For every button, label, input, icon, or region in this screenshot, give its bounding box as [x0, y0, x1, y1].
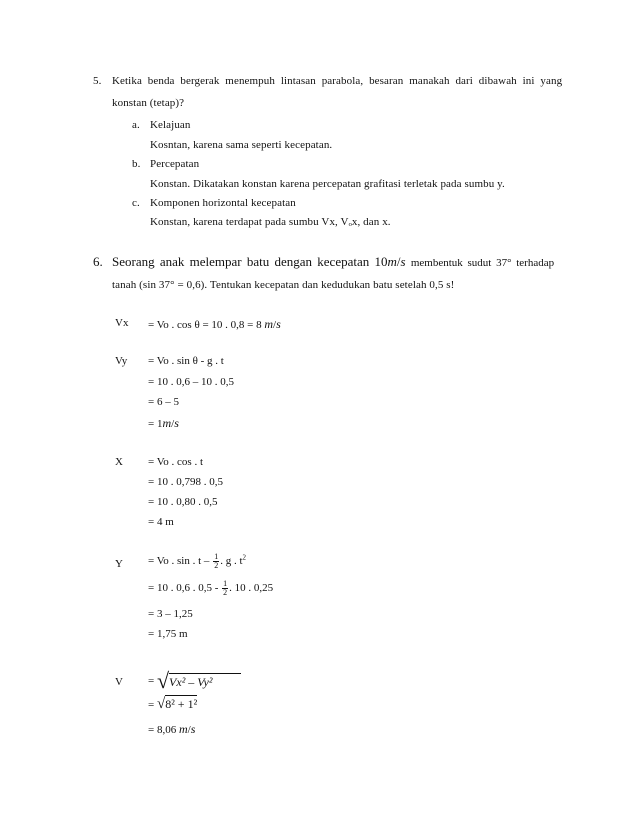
q5-option-b-title: Percepatan [150, 158, 200, 170]
v-line-1 [148, 668, 241, 694]
half-fraction-2 [222, 580, 228, 597]
x-line-4: = 4 m [148, 516, 174, 528]
q5-option-c-answer: Konstan, karena terdapat pada sumbu Vx, Vₒx, dan x. [150, 216, 391, 228]
fraction-numerator-2: 1 [223, 579, 228, 588]
v-label: V [115, 676, 123, 688]
v-line-3: = 8,06 m/s [148, 722, 196, 736]
v-line-1-eq: = [148, 675, 155, 687]
q6-unit-s: s [400, 254, 406, 269]
q5-option-c-letter: c. [132, 197, 140, 209]
q5-option-b-letter: b. [132, 158, 141, 170]
y-line-1-pre: = Vo . sin . t – [148, 555, 210, 568]
q5-option-a-letter: a. [132, 119, 140, 131]
q5-question-line2: konstan (tetap)? [112, 97, 185, 109]
y-label: Y [115, 558, 123, 570]
y-line-3: = 3 – 1,25 [148, 608, 193, 620]
vy-line-2: = 10 . 0,6 – 10 . 0,5 [148, 376, 234, 388]
v-line-2-eq: = [148, 699, 155, 711]
y-line-1 [148, 553, 246, 570]
q5-number: 5. [93, 75, 102, 87]
q6-number: 6. [93, 254, 103, 269]
x-line-2: = 10 . 0,798 . 0,5 [148, 476, 223, 488]
y-line-2 [148, 580, 273, 597]
squared-exponent: 2 [242, 553, 246, 562]
x-line-3: = 10 . 0,80 . 0,5 [148, 496, 218, 508]
x-label: X [115, 456, 123, 468]
vx-expression: = Vo . cos θ = 10 . 0,8 = 8 [148, 319, 262, 331]
vy-line-4: = 1m/s [148, 416, 179, 430]
vy-line-1: = Vo . sin θ - g . t [148, 355, 224, 367]
v-line-2-expr: 8² + 1² [165, 697, 198, 711]
fraction-denominator: 2 [214, 561, 219, 570]
x-line-1: = Vo . cos . t [148, 456, 203, 468]
q6-unit-m: m [387, 254, 397, 269]
q5-option-a-title: Kelajuan [150, 119, 191, 131]
q5-option-a-answer: Kosntan, karena sama seperti kecepatan. [150, 139, 333, 151]
vx-line: = Vo . cos θ = 10 . 0,8 = 8 m/s [148, 317, 281, 331]
q6-line1-post: membentuk sudut 37° terhadap [410, 257, 555, 269]
q5-option-c-title: Komponen horizontal kecepatan [150, 197, 296, 209]
v-result: = 8,06 [148, 724, 177, 736]
v-unit-m: m [178, 722, 188, 736]
q6-line1-pre: Seorang anak melempar batu dengan kecepatan 10 [112, 254, 388, 269]
vy-line-3: = 6 – 5 [148, 396, 179, 408]
q5-question-line1: Ketika benda bergerak menempuh lintasan parabola, besaran manakah dari dibawah ini yang [112, 75, 563, 87]
sqrt-icon-2: √ [156, 696, 166, 712]
fraction-numerator: 1 [214, 552, 219, 561]
vx-label: Vx [115, 317, 129, 329]
v-line-1-expr: Vx² – Vy² [169, 673, 241, 690]
v-unit-s: s [190, 722, 196, 736]
vx-unit-m: m [264, 317, 274, 331]
q5-option-b-answer: Konstan. Dikatakan konstan karena percepatan grafitasi terletak pada sumbu y. [150, 178, 505, 190]
fraction-denominator-2: 2 [223, 588, 228, 597]
q6-line1: Seorang anak melempar batu dengan kecepatan 10m/s membentuk sudut 37° terhadap [112, 254, 555, 269]
vy-unit-m: m [162, 416, 172, 430]
half-fraction [213, 553, 219, 570]
y-line-4: = 1,75 m [148, 628, 188, 640]
q6-line2: tanah (sin 37° = 0,6). Tentukan kecepatan dan kedudukan batu setelah 0,5 s! [112, 279, 455, 291]
y-line-1-post: . g . t [220, 555, 243, 568]
vy-label: Vy [115, 355, 128, 367]
sqrt-icon: √ [156, 668, 170, 693]
y-line-2-pre: = 10 . 0,6 . 0,5 - [148, 582, 219, 595]
vy-unit-s: s [174, 416, 179, 430]
y-line-2-post: . 10 . 0,25 [229, 582, 274, 595]
vx-unit-s: s [276, 317, 281, 331]
vy-result: = 1 [148, 418, 163, 430]
v-line-2 [148, 696, 197, 713]
